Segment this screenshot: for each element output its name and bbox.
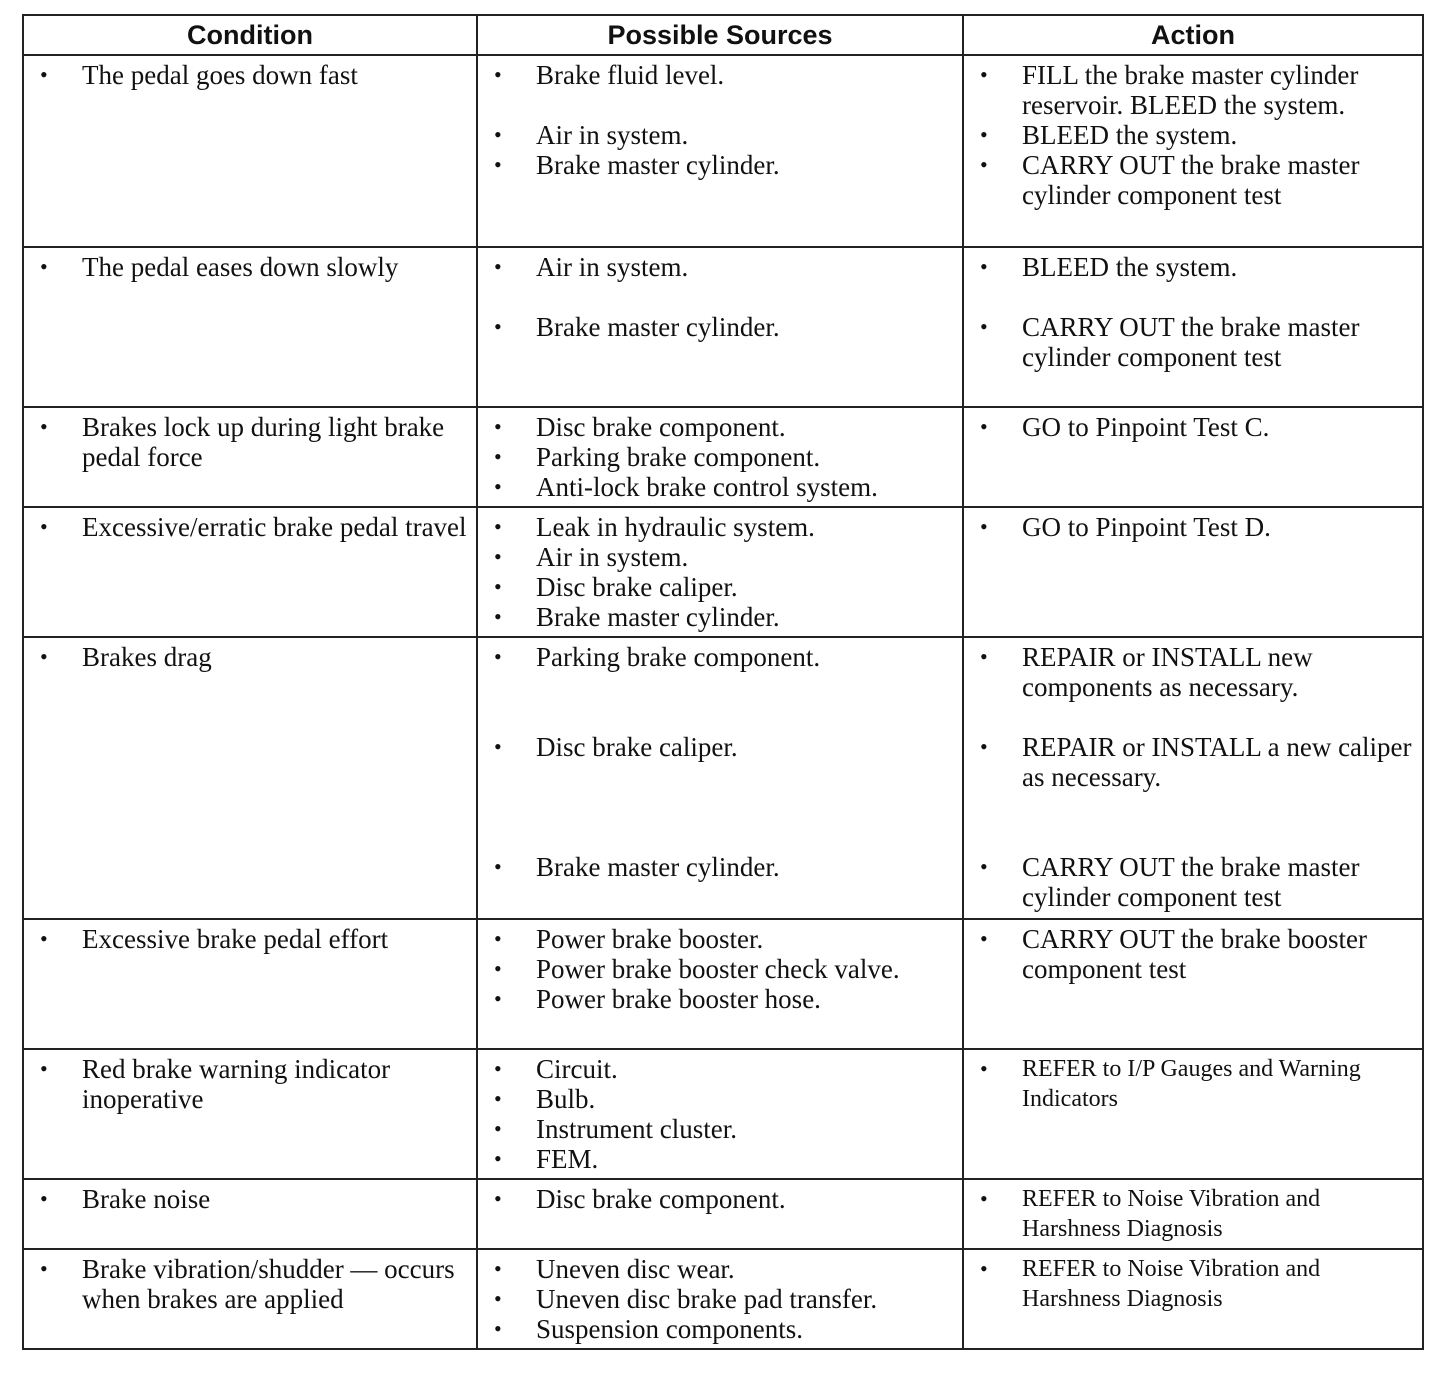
- condition-text: • Brakes drag: [24, 642, 476, 672]
- sources-cell: [477, 919, 963, 1049]
- source-item: • FEM.: [478, 1144, 962, 1174]
- source-item: • Circuit.: [478, 1054, 962, 1084]
- source-item: • Anti-lock brake control system.: [478, 472, 962, 502]
- action-item: • GO to Pinpoint Test C.: [964, 412, 1422, 442]
- condition-text: • Red brake warning indicator inoperative: [24, 1054, 476, 1114]
- action-cell: [963, 637, 1423, 919]
- source-item: • Bulb.: [478, 1084, 962, 1114]
- source-item: • Uneven disc brake pad transfer.: [478, 1284, 962, 1314]
- sources-cell: [477, 407, 963, 507]
- action-cell: [963, 407, 1423, 507]
- action-item: • BLEED the system.: [964, 120, 1422, 150]
- condition-text: • Excessive brake pedal effort: [24, 924, 476, 954]
- condition-text: • Brake noise: [24, 1184, 476, 1214]
- sources-cell: [477, 637, 963, 919]
- action-item: • CARRY OUT the brake master cylinder component test: [964, 312, 1422, 372]
- condition-cell: [23, 637, 477, 919]
- table-row: [23, 407, 1423, 507]
- source-item: • Air in system.: [478, 252, 962, 282]
- table-row: [23, 247, 1423, 407]
- source-item: • Power brake booster hose.: [478, 984, 962, 1014]
- source-item: • Brake master cylinder.: [478, 852, 962, 882]
- table-row: [23, 1179, 1423, 1249]
- source-item: • Disc brake caliper.: [478, 572, 962, 602]
- header-action: Action: [963, 15, 1423, 55]
- action-item: • GO to Pinpoint Test D.: [964, 512, 1422, 542]
- action-item: • CARRY OUT the brake booster component test: [964, 924, 1422, 984]
- sources-cell: [477, 1049, 963, 1179]
- header-condition: Condition: [23, 15, 477, 55]
- condition-text: • The pedal eases down slowly: [24, 252, 476, 282]
- sources-cell: [477, 55, 963, 247]
- action-item: • REPAIR or INSTALL a new caliper as necessary.: [964, 732, 1422, 792]
- condition-cell: [23, 919, 477, 1049]
- source-item: • Disc brake component.: [478, 1184, 962, 1214]
- condition-cell: [23, 1179, 477, 1249]
- table-row: [23, 507, 1423, 637]
- action-item: • REFER to I/P Gauges and Warning Indicators: [964, 1054, 1422, 1114]
- action-cell: [963, 919, 1423, 1049]
- source-item: • Parking brake component.: [478, 642, 962, 672]
- action-item: • REFER to Noise Vibration and Harshness Diagnosis: [964, 1184, 1422, 1244]
- sources-cell: [477, 1249, 963, 1349]
- source-item: • Brake master cylinder.: [478, 312, 962, 342]
- diagnosis-table: [22, 14, 1424, 1350]
- table-row: [23, 55, 1423, 247]
- condition-cell: [23, 55, 477, 247]
- source-item: • Brake fluid level.: [478, 60, 962, 90]
- source-item: • Instrument cluster.: [478, 1114, 962, 1144]
- condition-text: • The pedal goes down fast: [24, 60, 476, 90]
- condition-text: • Brakes lock up during light brake pedal force: [24, 412, 476, 472]
- action-cell: [963, 1249, 1423, 1349]
- condition-cell: [23, 407, 477, 507]
- action-cell: [963, 1049, 1423, 1179]
- condition-cell: [23, 1049, 477, 1179]
- source-item: • Disc brake component.: [478, 412, 962, 442]
- action-cell: [963, 507, 1423, 637]
- source-item: • Suspension components.: [478, 1314, 962, 1344]
- sources-cell: [477, 507, 963, 637]
- table-row: [23, 1049, 1423, 1179]
- header-possible-sources: Possible Sources: [477, 15, 963, 55]
- source-item: • Power brake booster.: [478, 924, 962, 954]
- action-item: • REPAIR or INSTALL new components as necessary.: [964, 642, 1422, 702]
- action-item: • BLEED the system.: [964, 252, 1422, 282]
- action-item: • CARRY OUT the brake master cylinder component test: [964, 852, 1422, 912]
- condition-text: • Excessive/erratic brake pedal travel: [24, 512, 476, 542]
- action-item: • REFER to Noise Vibration and Harshness Diagnosis: [964, 1254, 1422, 1314]
- table-body: [23, 55, 1423, 1349]
- source-item: • Brake master cylinder.: [478, 150, 962, 180]
- sources-cell: [477, 1179, 963, 1249]
- action-item: • CARRY OUT the brake master cylinder component test: [964, 150, 1422, 210]
- action-cell: [963, 247, 1423, 407]
- source-item: • Uneven disc wear.: [478, 1254, 962, 1284]
- condition-cell: [23, 247, 477, 407]
- condition-cell: [23, 1249, 477, 1349]
- source-item: • Disc brake caliper.: [478, 732, 962, 762]
- action-cell: [963, 55, 1423, 247]
- table-row: [23, 919, 1423, 1049]
- source-item: • Parking brake component.: [478, 442, 962, 472]
- source-item: • Power brake booster check valve.: [478, 954, 962, 984]
- source-item: • Brake master cylinder.: [478, 602, 962, 632]
- source-item: • Leak in hydraulic system.: [478, 512, 962, 542]
- source-item: • Air in system.: [478, 120, 962, 150]
- action-item: • FILL the brake master cylinder reservoir. BLEED the system.: [964, 60, 1422, 120]
- sources-cell: [477, 247, 963, 407]
- condition-cell: [23, 507, 477, 637]
- action-cell: [963, 1179, 1423, 1249]
- condition-text: • Brake vibration/shudder — occurs when brakes are applied: [24, 1254, 476, 1314]
- source-item: • Air in system.: [478, 542, 962, 572]
- header-row: [23, 15, 1423, 55]
- table-row: [23, 637, 1423, 919]
- table-row: [23, 1249, 1423, 1349]
